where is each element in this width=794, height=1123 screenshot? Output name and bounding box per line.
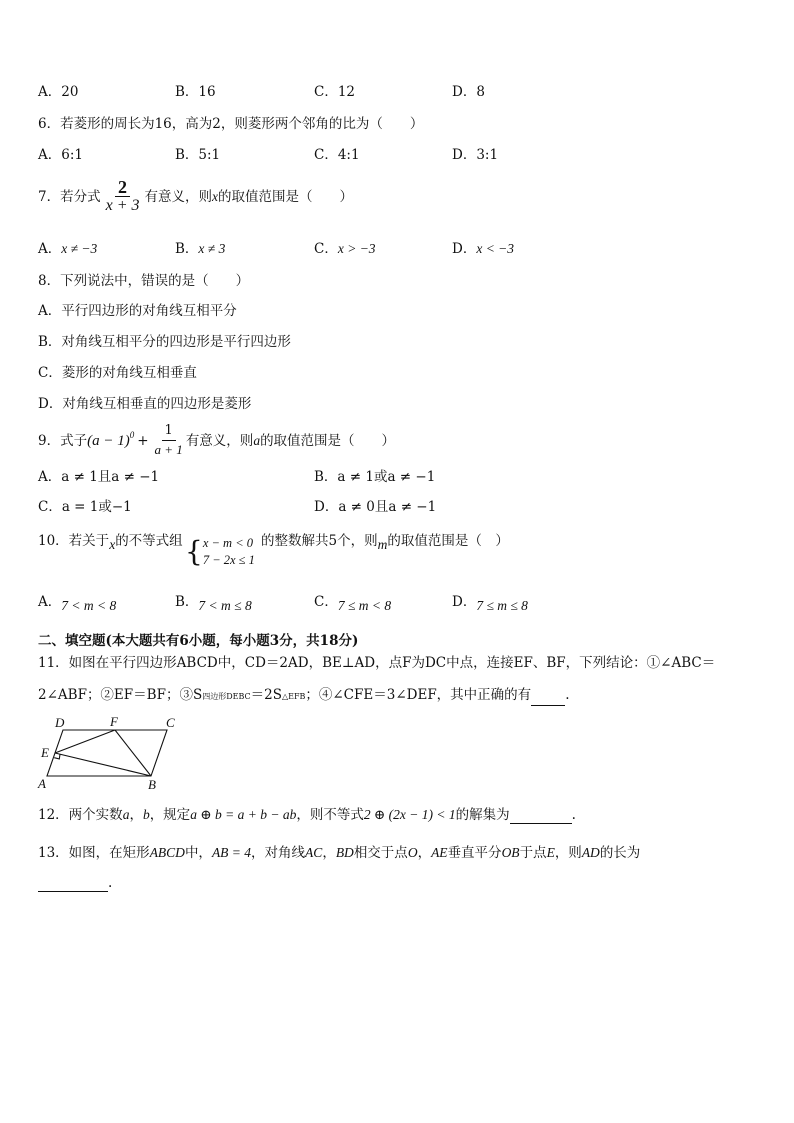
q7-fraction [103, 178, 143, 215]
segment-eb [55, 753, 151, 776]
q13-point-o: O [407, 845, 418, 860]
q9-option-d: D．a ≠ 0且a ≠ −1 [314, 499, 437, 515]
q10-option-a-label: A． [38, 594, 62, 610]
q7-option-c-label: C． [314, 241, 338, 257]
q5-option-a: A．20 [38, 84, 79, 100]
q7-option-c [314, 240, 376, 258]
q10-option-d-math: 7 ≤ m ≤ 8 [476, 598, 528, 613]
q11-answer-blank[interactable] [531, 691, 565, 706]
q5-option-d: D．8 [452, 84, 485, 100]
q13-part-i: ，则 [554, 845, 582, 861]
q10-prefix: 10．若关于 [38, 533, 110, 549]
q11-line1: 11．如图在平行四边形ABCD中，CD＝2AD，BE⊥AD，点F为DC中点，连接EF、BF，下列结论：①∠ABC＝ [38, 655, 716, 671]
q13-ad: AD [581, 845, 600, 860]
q10-option-d [452, 594, 528, 615]
q5-option-b: B．16 [175, 84, 216, 100]
q9-fraction [152, 422, 186, 459]
q9-option-a: A．a ≠ 1且a ≠ −1 [38, 469, 160, 485]
q9-variable: a [253, 432, 261, 448]
segment-ef [55, 730, 115, 753]
q7-prefix: 7．若分式 [38, 188, 101, 205]
q10-option-d-label: D． [452, 594, 477, 610]
q13-stem [38, 844, 640, 862]
q12-definition: a ⊕ b = a + b − ab [190, 807, 297, 822]
q7-option-b-math: x ≠ 3 [198, 241, 226, 256]
q13-part-b: 中， [184, 845, 212, 861]
label-b: B [148, 777, 156, 792]
q13-part-j: 的长为 [599, 845, 641, 861]
q7-variable: x [212, 188, 218, 204]
q12-prefix: 12．两个实数 [38, 807, 123, 823]
q11-subscript-quad: 四边形DEBC [202, 692, 251, 701]
q11-line2-end: . [565, 687, 570, 703]
q7-option-b [175, 240, 225, 258]
q11-line2-part-b: ＝2S [250, 687, 282, 703]
q7-numerator: 2 [115, 178, 130, 197]
q13-part-f: ， [417, 845, 432, 861]
q7-suffix2: 的取值范围是（ ） [218, 188, 353, 205]
q11-line2 [38, 686, 569, 706]
q7-option-d-label: D． [452, 241, 477, 257]
q8-option-c: C．菱形的对角线互相垂直 [38, 365, 197, 381]
label-f: F [110, 714, 118, 729]
q13-part-g: 垂直平分 [447, 845, 502, 861]
q13-ab-equals-4: AB = 4 [211, 845, 252, 860]
q13-point-e: E [546, 845, 555, 860]
q7-option-a-label: A． [38, 241, 62, 257]
q13-rect-abcd: ABCD [149, 845, 185, 860]
label-e: E [41, 745, 49, 760]
q10-equation-1: x − m < 0 [202, 536, 254, 550]
q10-mid: 的不等式组 [115, 533, 183, 549]
q13-part-d: ， [322, 845, 336, 861]
q13-answer-blank[interactable] [38, 877, 108, 892]
q10-variable-m: m [377, 537, 388, 552]
label-d: D [55, 715, 65, 730]
q10-system [185, 535, 255, 569]
q6-option-d: D．3:1 [452, 147, 499, 163]
q12-suffix: 的解集为 [455, 807, 510, 823]
q9-prefix: 9．式子 [38, 432, 88, 449]
label-c: C [166, 715, 175, 730]
q7-stem [38, 178, 353, 215]
q11-line2-part-c: ；④∠CFE＝3∠DEF，其中正确的有 [305, 687, 532, 703]
q10-option-c-label: C． [314, 594, 338, 610]
q7-option-b-label: B． [175, 241, 199, 257]
q13-ob: OB [501, 845, 520, 860]
q11-subscript-triangle: △EFB [281, 692, 306, 701]
q8-option-a: A．平行四边形的对角线互相平分 [38, 303, 237, 319]
q10-stem-end [261, 532, 509, 550]
q6-option-c: C．4:1 [314, 147, 360, 163]
q10-system-lines [203, 535, 255, 569]
q7-option-a [38, 240, 97, 258]
section-2-title: 二、填空题(本大题共有6小题，每小题3分，共18分) [38, 633, 359, 649]
q13-answer-line [38, 874, 112, 892]
q10-variable-x: x [109, 537, 116, 552]
q10-brace: { [185, 535, 203, 568]
q6-stem: 6．若菱形的周长为16，高为2，则菱形两个邻角的比为（ ） [38, 116, 424, 132]
q10-stem-start [38, 532, 183, 550]
q13-ae: AE [431, 845, 448, 860]
q9-suffix1: 有意义，则 [185, 432, 254, 449]
q12-mid: ，规定 [149, 807, 191, 823]
q8-option-d: D．对角线互相垂直的四边形是菱形 [38, 396, 252, 412]
q10-option-b-math: 7 < m ≤ 8 [198, 598, 252, 613]
q9-stem [38, 422, 395, 459]
q9-power-exponent: 0 [129, 429, 135, 440]
q10-suffix: 的整数解共5个，则 [261, 533, 378, 549]
q7-denominator: x + 3 [105, 197, 140, 214]
q8-option-b: B．对角线互相平分的四边形是平行四边形 [38, 334, 291, 350]
q13-part-c: ，对角线 [251, 845, 306, 861]
q12-end: . [571, 807, 576, 823]
q13-end: . [108, 875, 113, 891]
q9-power-base: (a − 1) [87, 432, 130, 449]
q11-parallelogram-figure [34, 712, 184, 792]
q12-sep: ， [129, 807, 143, 823]
q9-suffix2: 的取值范围是（ ） [260, 432, 396, 449]
q5-option-c: C．12 [314, 84, 356, 100]
parallelogram-abcd [47, 730, 167, 776]
q10-option-b [175, 594, 252, 615]
q12-var-a: a [122, 807, 130, 822]
q7-option-c-math: x > −3 [337, 241, 376, 256]
q7-option-d-math: x < −3 [476, 241, 515, 256]
q12-var-b: b [142, 807, 150, 822]
q6-option-a: A．6:1 [38, 147, 83, 163]
q12-inequality: 2 ⊕ (2x − 1) < 1 [363, 807, 456, 822]
q8-stem: 8．下列说法中，错误的是（ ） [38, 273, 250, 289]
q13-part-a: 13．如图，在矩形 [38, 845, 150, 861]
q9-denominator: a + 1 [154, 442, 183, 457]
q9-option-b: B．a ≠ 1或a ≠ −1 [314, 469, 436, 485]
q13-ac: AC [305, 845, 323, 860]
q7-option-a-math: x ≠ −3 [61, 241, 98, 256]
q10-option-a-math: 7 < m < 8 [61, 598, 117, 613]
q10-option-b-label: B． [175, 594, 199, 610]
q6-option-b: B．5:1 [175, 147, 221, 163]
q13-part-e: 相交于点 [353, 845, 408, 861]
q12-answer-blank[interactable] [510, 809, 572, 824]
q10-equation-2: 7 − 2x ≤ 1 [202, 553, 255, 567]
q12-stem [38, 806, 576, 824]
q7-option-d [452, 240, 514, 258]
q7-suffix1: 有意义，则 [144, 188, 212, 205]
q12-mid2: ，则不等式 [296, 807, 364, 823]
q9-plus: + [137, 432, 149, 449]
q10-option-c-math: 7 ≤ m < 8 [337, 598, 392, 613]
q9-option-c: C．a = 1或−1 [38, 499, 132, 515]
q11-line2-part-a: 2∠ABF；②EF＝BF；③S [38, 687, 203, 703]
q13-part-h: 于点 [519, 845, 547, 861]
q10-suffix2: 的取值范围是（ ） [387, 533, 509, 549]
q10-option-a [38, 594, 117, 615]
q13-bd: BD [335, 845, 354, 860]
q10-option-c [314, 594, 392, 615]
q9-numerator: 1 [162, 422, 176, 441]
right-angle-mark [54, 754, 60, 759]
label-a: A [38, 776, 46, 791]
